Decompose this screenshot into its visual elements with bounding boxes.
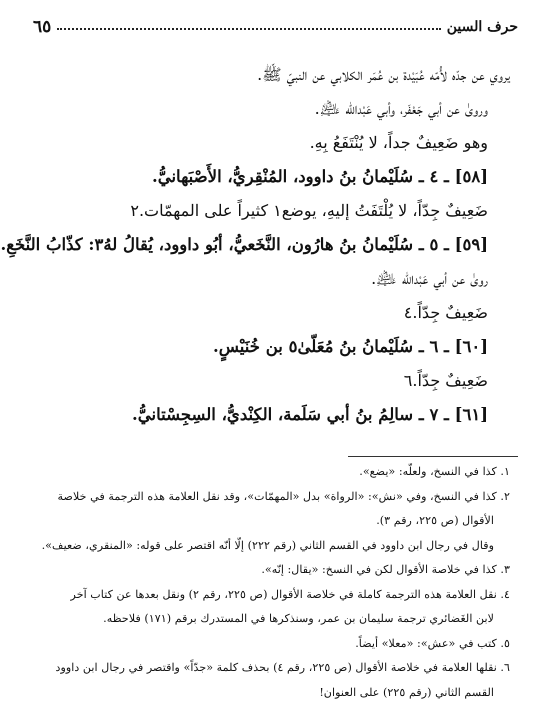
text-line: وروىٰ عن أبي جَعْفَر، وأبي عَبْدالله ﵇.	[314, 99, 488, 118]
text-line: يروي عن جدّه لأُمّه عُبَيْدة بن عُمَر الكلابي عن النبيّ ﷺ.	[257, 65, 510, 84]
entry-heading: [٦٠] ـ ٦ ـ سُلَيْمانُ بنُ مُعَلّىٰ٥ بن خُنَيْسٍ.	[213, 337, 488, 356]
page-header	[33, 14, 518, 40]
text-line: ضَعِيفٌ جِدّاً.٦	[403, 371, 488, 390]
footnote-continuation: القسم الثاني (رقم ٢٢٥) على العنوان!	[319, 685, 494, 699]
footnote: ٤. نقل العلامة هذه الترجمة كاملة في خلاصة الأقوال (ص ٢٢٥، رقم ٢) ونقل بعدها عن كتاب آخر	[70, 587, 510, 601]
entry-heading: [٥٩] ـ ٥ ـ سُلَيْمانُ بنُ هارُون، النَّخَعيُّ، أبُو داوود، يُقالُ لهُ٣: كذّابُ النَّخَعِ.	[0, 235, 488, 254]
entry-heading: [٥٨] ـ ٤ ـ سُلَيْمانُ بنُ داوود، المُنْقِريُّ، الأَصْبَهانيُّ.	[151, 167, 488, 186]
footnote-continuation: وقال في رجال ابن داوود في القسم الثاني (رقم ٢٢٢) إلّا أنّه اقتصر على قوله: «المنقري، ضعيف».	[41, 538, 494, 552]
text-line: وهو ضَعِيفٌ جداً، لا يُنْتَفَعُ بِهِ.	[309, 133, 488, 152]
page-number: ٦٥	[33, 17, 52, 37]
text-line: روىٰ عن أبي عَبْدالله ﵇.	[371, 269, 488, 288]
entry-heading: [٦١] ـ ٧ ـ سالِمُ بنُ أبي سَلَمة، الكِنْديُّ، السِجِسْتانيُّ.	[132, 405, 488, 424]
footnote-continuation: لابن الغَضائري ترجمة سليمان بن عمر، وسنذكرها في المستدرك برقم (١٧١) فلاحظه.	[103, 612, 494, 625]
footnote: ٣. كذا في خلاصة الأقوال لكن في النسخ: «يقال: إنّه».	[261, 563, 510, 576]
text-line: ضَعِيفٌ جِدّاً.٤	[403, 303, 488, 322]
footnote: ٦. نقلها العلامة في خلاصة الأقوال (ص ٢٢٥، رقم ٤) بحذف كلمة «جدّاً» واقتصر في رجال ابن داوود	[55, 661, 510, 674]
footnote: ٥. كتب في «عش»: «معلا» أيضاً.	[355, 636, 510, 650]
header-dotted-leader	[57, 28, 440, 30]
footnote-separator	[348, 456, 518, 457]
chapter-title: حرف السين	[446, 19, 518, 35]
footnotes	[33, 460, 510, 705]
main-text	[0, 58, 510, 432]
footnote: ٢. كذا في النسخ، وفي «نش»: «الرواة» بدل «المهمّات»، وقد نقل العلامة هذه الترجمة في خلاصة	[57, 489, 510, 503]
footnote-continuation: الأقوال (ص ٢٢٥، رقم ٣).	[376, 514, 494, 527]
text-line: ضَعِيفٌ جِدّاً، لا يُلْتَفَتُ إليهِ، يوضع١ كثيراً على المهمّات.٢	[130, 201, 488, 220]
footnote: ١. كذا في النسخ، ولعلّه: «يضع».	[359, 465, 510, 478]
